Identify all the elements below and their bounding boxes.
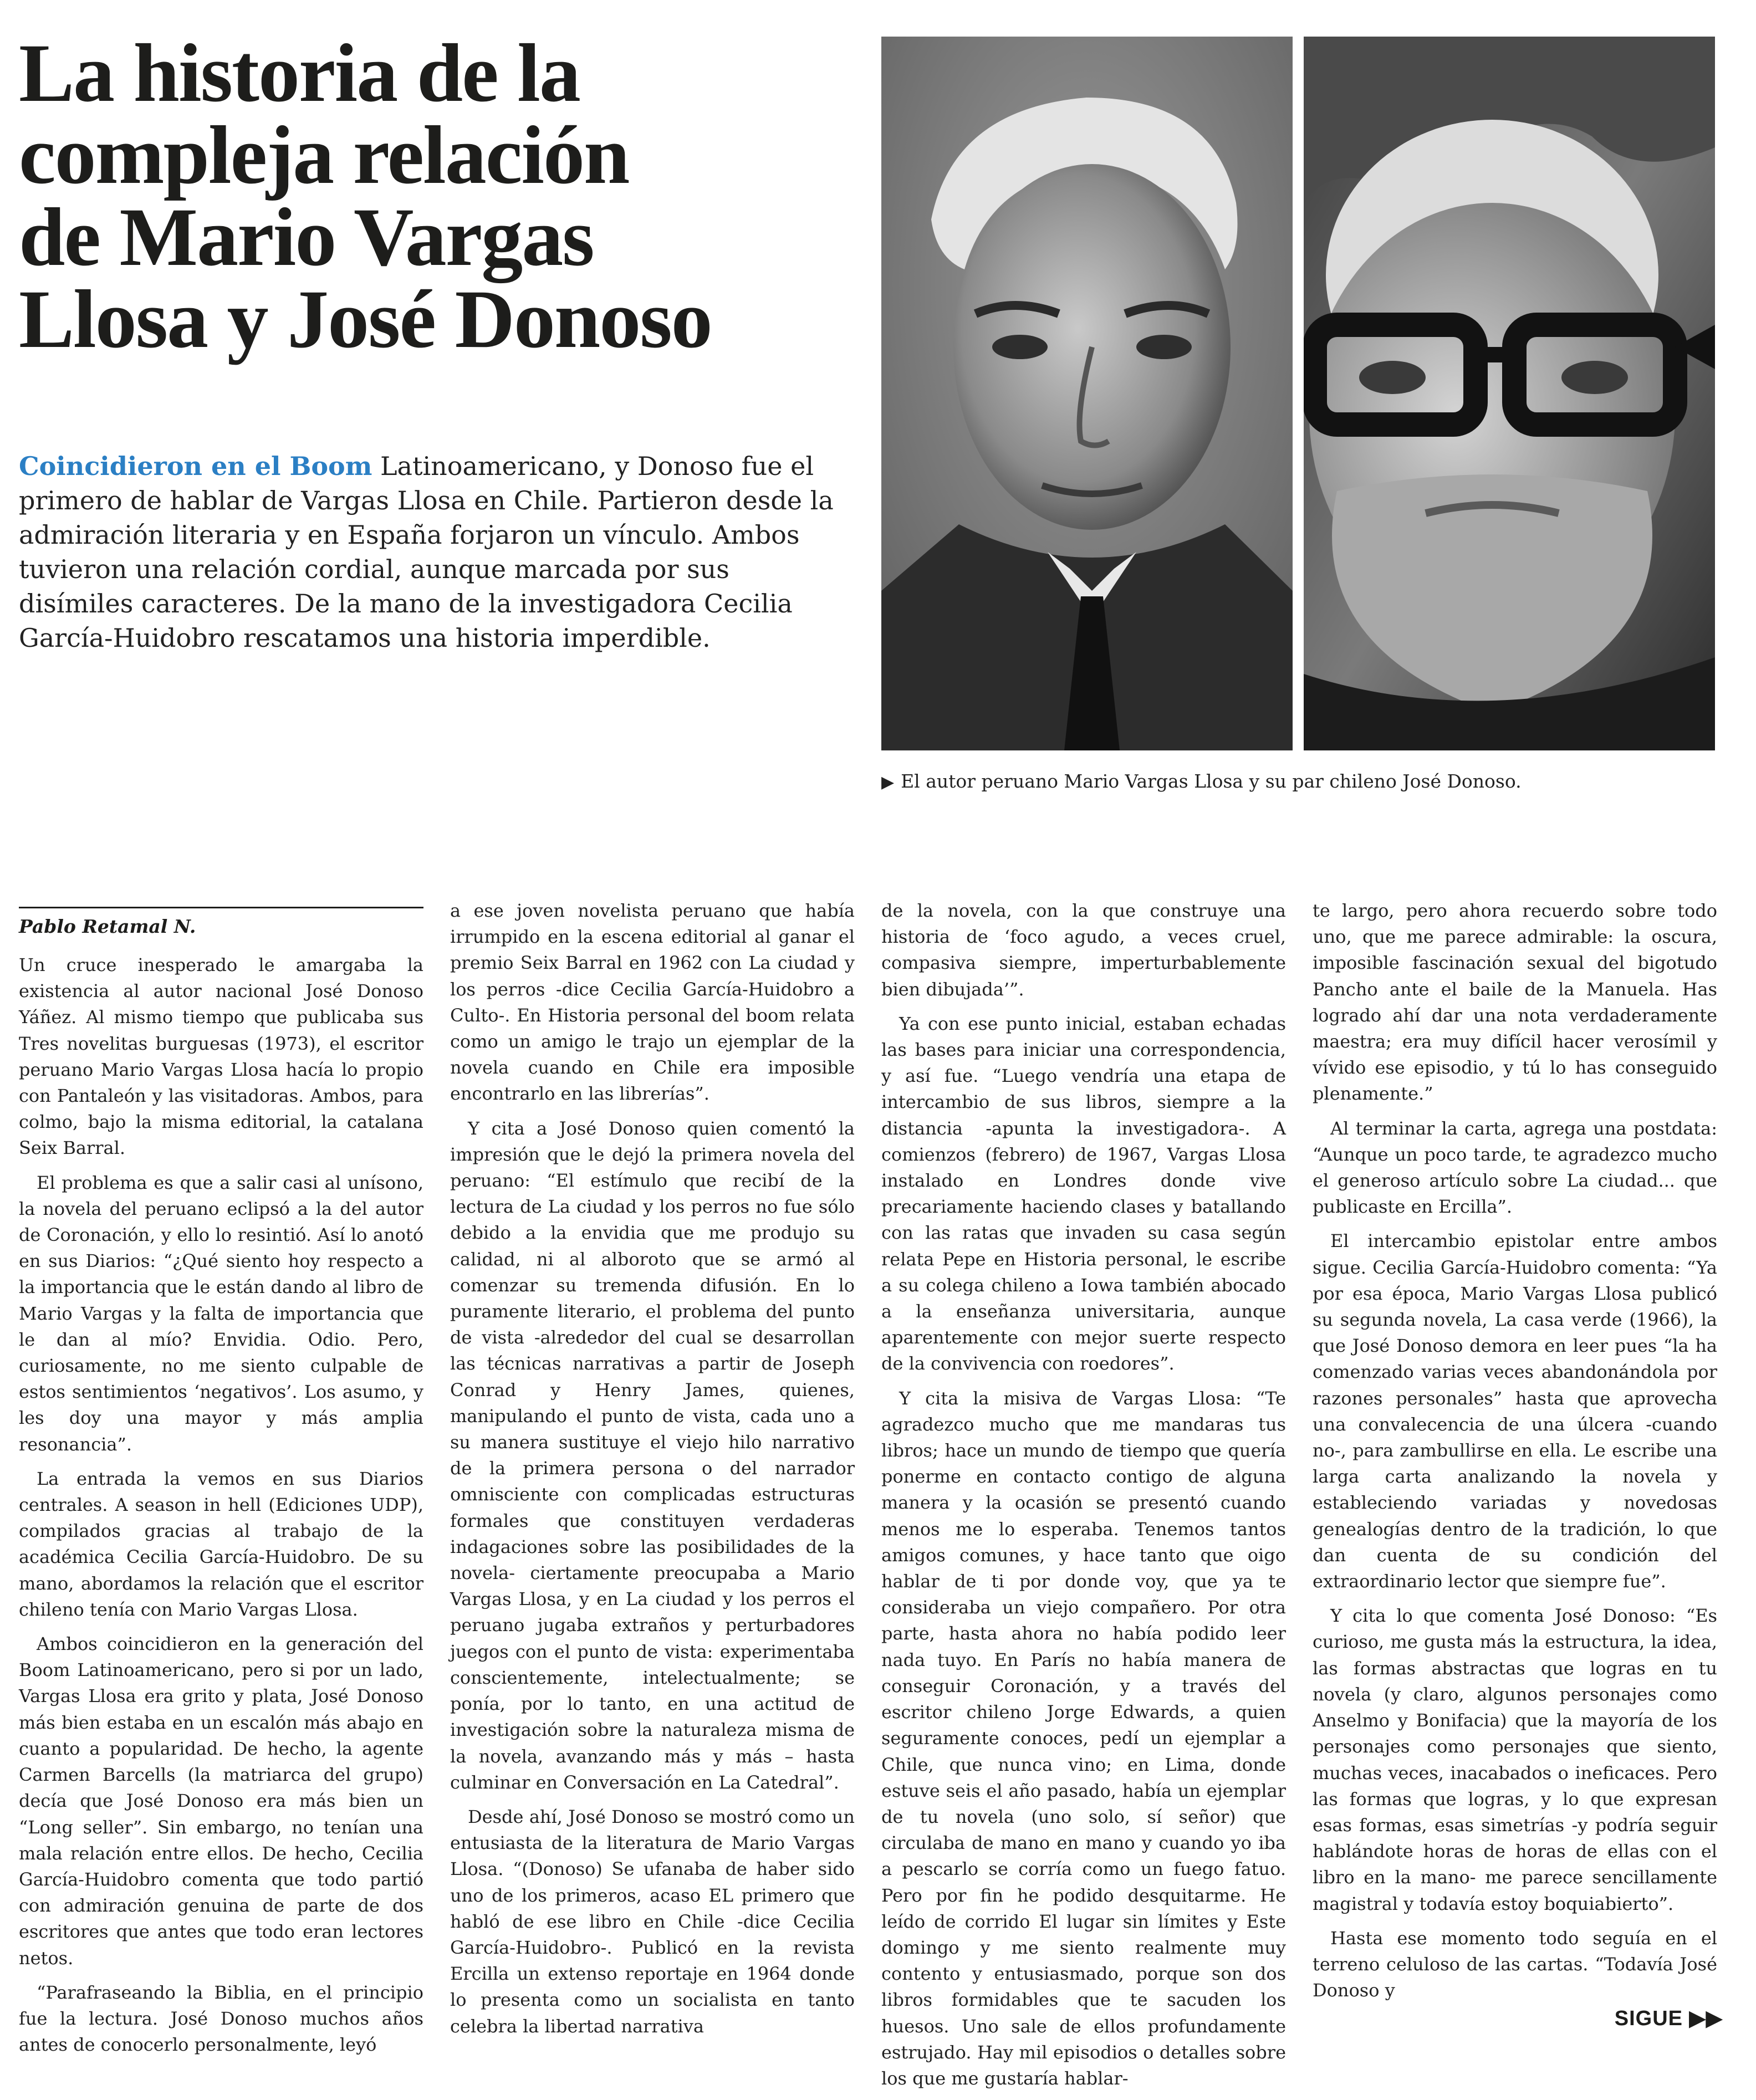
article-paragraph: te largo, pero ahora recuerdo sobre todo uno, que me parece admirable: la oscura, imposible fascinación sexual del bigotudo Pancho ante el baile de la Manuela. Has logrado ahí dar una nota verdaderamente maestra; era muy difícil hacer verosímil y vívido ese episodio, y tú lo has conseguido plenamente.” (1313, 900, 1717, 1105)
author-photos (881, 37, 1715, 750)
article-paragraph: El intercambio epistolar entre ambos sigue. Cecilia García-Huidobro comenta: “Ya por esa época, Mario Vargas Llosa publicó su segunda novela, La casa verde (1966), la que José Donoso demora en leer pues “la ha comenzado varias veces abandonándola por razones personales” hasta que aprovecha una convalecencia de una úlcera -cuando no-, para zambullirse en ella. Le escribe una larga carta analizando la novela y estableciendo variadas y novedosas genealogías dentro de la tradición, lo que dan cuenta de su condición del extraordinario lector que siempre fue”. (1313, 1230, 1717, 1592)
lead-line: García-Huidobro rescatamos una historia imperdible. (19, 623, 711, 653)
headline (19, 27, 850, 365)
headline-line: La historia de la (19, 27, 580, 119)
lead-line (19, 449, 861, 483)
article-paragraph: Hasta ese momento todo seguía en el terreno celuloso de las cartas. “Todavía José Donoso y (1313, 1927, 1717, 2001)
article-paragraph: a ese joven novelista peruano que había irrumpido en la escena editorial al ganar el premio Seix Barral en 1962 con La ciudad y los perros -dice Cecilia García-Huidobro a Culto-. En Historia personal del boom relata como un amigo le trajo un ejemplar de la novela cuando en Chile era imposible encontrarlo en las librerías”. (450, 900, 855, 1105)
byline (19, 907, 423, 939)
article-paragraph: Y cita lo que comenta José Donoso: “Es curioso, me gusta más la estructura, la idea, las formas abstractas que logras en tu novela (y claro, algunos personajes como Anselmo y Bonifacia) que la mayoría de los personajes como personajes que siento, muchas veces, inacabados o ineficaces. Pero las formas que logras, y lo que expresan esas formas, esas simetrías -y podría seguir hablándote horas de horas de ellas con el libro en la mano- me parece sencillamente magistral y todavía estoy boquiabierto”. (1313, 1605, 1717, 1914)
headline-line: compleja relación (19, 109, 629, 201)
lead-line: disímiles caracteres. De la mano de la investigadora Cecilia (19, 589, 793, 619)
article-column-2 (450, 898, 855, 2048)
article-paragraph: Ya con ese punto inicial, estaban echadas las bases para iniciar una correspondencia, y así fue. “Luego vendría una etapa de intercambio de sus libros, siempre a la distancia -apunta la investigadora-. A comienzos (febrero) de 1967, Vargas Llosa instalado en Londres donde vive precariamente haciendo clases y batallando con las ratas que invaden su casa según relata Pepe en Historia personal, le escribe a su colega chileno a Iowa también abocado a la enseñanza universitaria, aunque aparentemente con mejor suerte respecto de la convivencia con roedores”. (881, 1013, 1286, 1375)
vargas-llosa-portrait (881, 37, 1293, 750)
caption-text: El autor peruano Mario Vargas Llosa y su par chileno José Donoso. (901, 770, 1522, 792)
lead-paragraph (19, 449, 861, 655)
vargas-llosa-photo (881, 37, 1293, 750)
article-paragraph: Y cita la misiva de Vargas Llosa: “Te agradezco mucho que me mandaras tus libros; hace un mundo de tiempo que quería ponerme en contacto contigo de alguna manera y la ocasión se presentó cuando menos me lo esperaba. Tenemos tantos amigos comunes, y hace tanto que oigo hablar de ti por donde voy, que ya te consideraba un viejo compañero. Por otra parte, hasta ahora no había podido leer nada tuyo. En París no había manera de conseguir Coronación, y a través del escritor chileno Jorge Edwards, a quien seguramente conoces, pedí un ejemplar a Chile, que nunca vino; en Lima, donde estuve seis el año pasado, había un ejemplar de tu novela (uno solo, sí señor) que circulaba de mano en mano y cuando yo iba a pescarlo se corría como un fuego fatuo. Pero por fin he podido desquitarme. He leído de corrido El lugar sin límites y Este domingo y me siento realmente muy contento y entusiasmado, porque son dos libros formidables que te sacuden los huesos. Uno sale de ellos profundamente estrujado. Hay mil episodios o detalles sobre los que me gustaría hablar- (881, 1387, 1286, 2089)
photo-caption (881, 770, 1522, 794)
lead-line: primero de hablar de Vargas Llosa en Chile. Partieron desde la (19, 486, 834, 515)
article-paragraph: Ambos coincidieron en la generación del Boom Latinoamericano, pero si por un lado, Vargas Llosa era grito y plata, José Donoso más bien estaba en un escalón más abajo en cuanto a popularidad. De hecho, la agente Carmen Barcells (la matriarca del grupo) decía que José Donoso era más bien un “Long seller”. Sin embargo, no tenían una mala relación entre ellos. De hecho, Cecilia García-Huidobro comenta que todo partió con admiración genuina de parte de dos escritores que antes que todo eran lectores netos. (19, 1633, 423, 1969)
article-column-4 (1313, 898, 1717, 2012)
article-paragraph: El problema es que a salir casi al unísono, la novela del peruano eclipsó a la del autor de Coronación, y ello lo resintió. Así lo anotó en sus Diarios: “¿Qué siento hoy respecto a la importancia que le están dando al libro de Mario Vargas y la falta de importancia que le dan al mío? Envidia. Odio. Pero, curiosamente, no me siento culpable de estos sentimientos ‘negativos’. Los asumo, y les doy una mayor y más amplia resonancia”. (19, 1172, 423, 1455)
article-paragraph: Y cita a José Donoso quien comentó la impresión que le dejó la primera novela del peruano: “El estímulo que recibí de la lectura de La ciudad y los perros no fue sólo debido a la envidia que me produjo su calidad, ni al alboroto que se armó al comenzar su tremenda difusión. En lo puramente literario, el problema del punto de vista -alrededor del cual se desarrollan las técnicas narrativas a partir de Joseph Conrad y Henry James, quienes, manipulando el punto de vista, cada uno a su manera sustituye el viejo hilo narrativo de la primera persona o del narrador omnisciente con complicadas estructuras formales que constituyen verdaderas indagaciones sobre las posibilidades de la novela- ciertamente preocupaba a Mario Vargas Llosa, y en La ciudad y los perros el peruano jugaba extraños y perturbadores juegos con el punto de vista: experimentaba conscientemente, intelectualmente; se ponía, por lo tanto, en una actitud de investigación sobre la naturaleza misma de la novela, avanzando más y más – hasta culminar en Conversación en La Catedral”. (450, 1117, 855, 1793)
article-column-3 (881, 898, 1286, 2100)
lead-line: admiración literaria y en España forjaron un vínculo. Ambos (19, 520, 800, 550)
article-paragraph: Un cruce inesperado le amargaba la existencia al autor nacional José Donoso Yáñez. Al mismo tiempo que publicaba sus Tres novelitas burguesas (1973), el escritor peruano Mario Vargas Llosa hacía lo propio con Pantaleón y las visitadoras. Ambos, para colmo, bajo la misma editorial, la catalana Seix Barral. (19, 954, 423, 1159)
jose-donoso-portrait (1304, 37, 1715, 750)
article-paragraph: Desde ahí, José Donoso se mostró como un entusiasta de la literatura de Mario Vargas Llosa. “(Donoso) Se ufanaba de haber sido uno de los primeros, acaso EL primero que habló de ese libro en Chile -dice Cecilia García-Huidobro-. Publicó en la revista Ercilla un extenso reportaje en 1964 donde lo presenta como un socialista en tanto celebra la libertad narrativa (450, 1806, 855, 2037)
byline-author: Pablo Retamal N. (19, 916, 196, 937)
continue-label: SIGUE ▶▶ (1614, 2007, 1723, 2030)
headline-line: de Mario Vargas (19, 191, 594, 283)
lead-highlight: Coincidieron en el Boom (19, 451, 372, 481)
lead-line: tuvieron una relación cordial, aunque marcada por sus (19, 554, 729, 584)
headline-line: Llosa y José Donoso (19, 273, 712, 365)
article-column-1 (19, 952, 423, 2066)
article-paragraph: “Parafraseando la Biblia, en el principio fue la lectura. José Donoso muchos años antes de conocerlo personalmente, leyó (19, 1981, 423, 2056)
jose-donoso-photo (1304, 37, 1715, 750)
article-paragraph: Al terminar la carta, agrega una postdata: “Aunque un poco tarde, te agradezco mucho el generoso artículo sobre La ciudad... que publicaste en Ercilla”. (1313, 1117, 1717, 1218)
lead-text: Latinoamericano, y Donoso fue el (372, 451, 814, 481)
article-paragraph: de la novela, con la que construye una historia de ‘foco agudo, a veces cruel, compasiva siempre, imperturbablemente bien dibujada’”. (881, 900, 1286, 1000)
caption-triangle-icon: ▶ (881, 773, 895, 792)
article-paragraph: La entrada la vemos en sus Diarios centrales. A season in hell (Ediciones UDP), compilados gracias al trabajo de la académica Cecilia García-Huidobro. De su mano, abordamos la relación que el escritor chileno tenía con Mario Vargas Llosa. (19, 1468, 423, 1620)
